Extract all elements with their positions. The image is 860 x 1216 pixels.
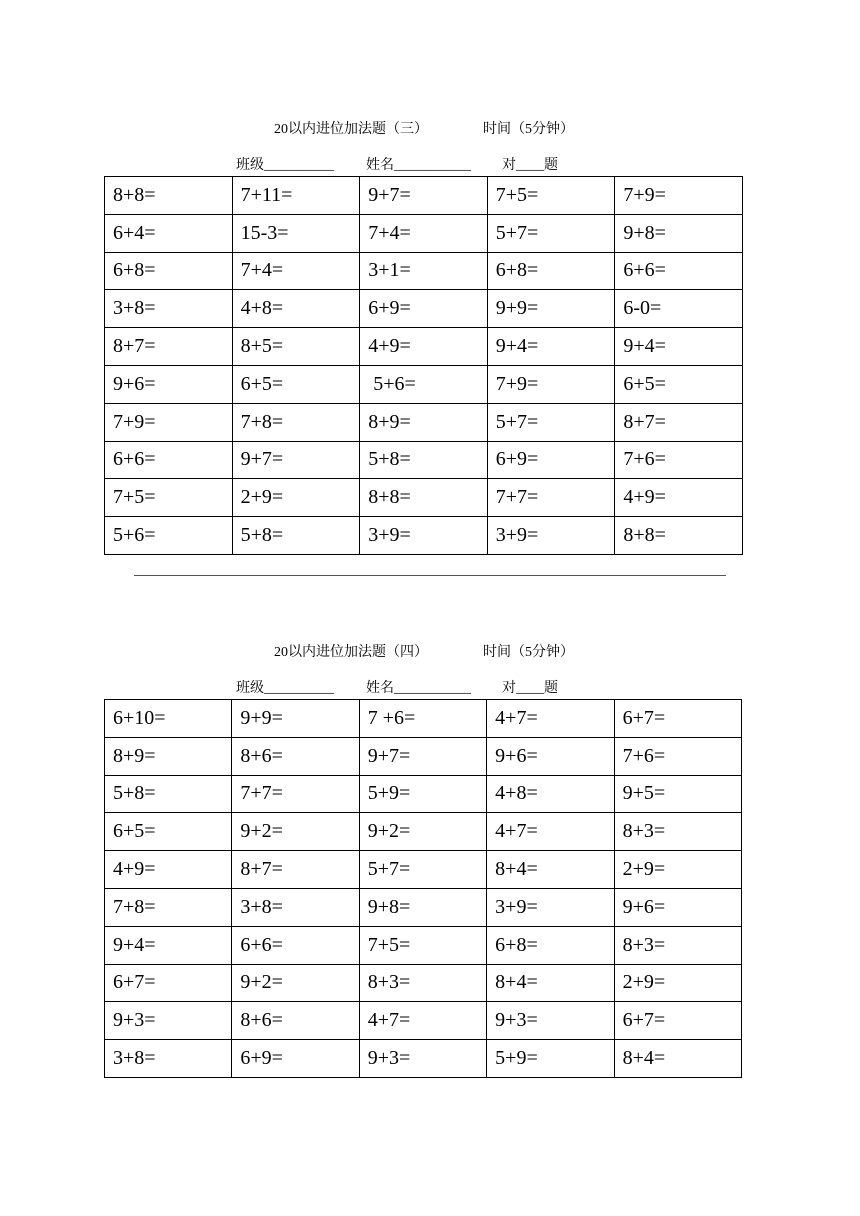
correct-count-field: 对____题 xyxy=(502,681,558,696)
problem-row xyxy=(105,926,742,964)
problem-cell: 5+7= xyxy=(359,851,486,889)
problem-cell: 3+9= xyxy=(487,517,615,555)
problem-cell: 2+9= xyxy=(232,479,360,517)
problem-cell: 6+5= xyxy=(615,365,743,403)
problem-row xyxy=(105,700,742,738)
problem-cell: 9+6= xyxy=(614,888,741,926)
problem-row xyxy=(105,1040,742,1078)
problem-cell: 7+4= xyxy=(232,252,360,290)
problem-cell: 4+8= xyxy=(232,290,360,328)
problem-cell: 6+9= xyxy=(232,1040,359,1078)
problem-row xyxy=(105,737,742,775)
problem-cell: 8+4= xyxy=(614,1040,741,1078)
problem-cell: 7+8= xyxy=(105,888,232,926)
problem-cell: 7+7= xyxy=(487,479,615,517)
problem-row xyxy=(105,517,743,555)
problem-cell: 9+2= xyxy=(359,813,486,851)
problem-cell: 9+4= xyxy=(615,328,743,366)
name-field: 姓名___________ xyxy=(366,681,471,696)
problem-cell: 7+6= xyxy=(615,441,743,479)
problem-cell: 9+6= xyxy=(105,365,233,403)
problem-cell: 9+7= xyxy=(359,737,486,775)
problem-cell: 8+6= xyxy=(232,737,359,775)
problem-cell: 9+9= xyxy=(487,290,615,328)
problem-cell: 5+6= xyxy=(105,517,233,555)
problem-row xyxy=(105,441,743,479)
problem-cell: 7+8= xyxy=(232,403,360,441)
problem-row xyxy=(105,290,743,328)
problem-cell: 9+5= xyxy=(614,775,741,813)
problem-cell: 9+2= xyxy=(232,964,359,1002)
problem-cell: 7+4= xyxy=(360,214,488,252)
class-field: 班级__________ xyxy=(236,158,334,173)
problem-cell: 6+5= xyxy=(232,365,360,403)
problem-cell: 8+7= xyxy=(615,403,743,441)
problem-cell: 8+3= xyxy=(359,964,486,1002)
problem-row xyxy=(105,177,743,215)
problem-cell: 8+6= xyxy=(232,1002,359,1040)
problem-cell: 7+5= xyxy=(105,479,233,517)
name-field: 姓名___________ xyxy=(366,158,471,173)
problem-cell: 2+9= xyxy=(614,964,741,1002)
problem-row xyxy=(105,328,743,366)
problem-cell: 4+8= xyxy=(487,775,614,813)
problem-cell: 8+3= xyxy=(614,813,741,851)
problem-cell: 6+7= xyxy=(614,700,741,738)
problem-cell: 6+9= xyxy=(487,441,615,479)
problem-cell: 7+7= xyxy=(232,775,359,813)
class-field: 班级__________ xyxy=(236,681,334,696)
problem-cell: 4+7= xyxy=(359,1002,486,1040)
problem-cell: 8+4= xyxy=(487,851,614,889)
problem-cell: 6+10= xyxy=(105,700,232,738)
problem-cell: 5+6= xyxy=(360,365,488,403)
problem-row xyxy=(105,813,742,851)
problem-row xyxy=(105,214,743,252)
time-limit: 时间（5分钟） xyxy=(483,122,574,137)
problem-cell: 9+7= xyxy=(232,441,360,479)
problem-cell: 4+7= xyxy=(487,813,614,851)
problem-cell: 6-0= xyxy=(615,290,743,328)
student-info-row xyxy=(0,675,860,697)
problem-cell: 7+5= xyxy=(487,177,615,215)
problem-cell: 9+9= xyxy=(232,700,359,738)
problem-cell: 7 +6= xyxy=(359,700,486,738)
problem-row xyxy=(105,1002,742,1040)
problem-cell: 6+7= xyxy=(614,1002,741,1040)
problem-cell: 15-3= xyxy=(232,214,360,252)
problem-row xyxy=(105,252,743,290)
problem-cell: 9+4= xyxy=(487,328,615,366)
problem-cell: 9+4= xyxy=(105,926,232,964)
problem-cell: 8+5= xyxy=(232,328,360,366)
problem-cell: 3+8= xyxy=(105,1040,232,1078)
problem-cell: 3+1= xyxy=(360,252,488,290)
problem-cell: 3+8= xyxy=(232,888,359,926)
problem-cell: 9+6= xyxy=(487,737,614,775)
problem-cell: 5+8= xyxy=(360,441,488,479)
problem-cell: 9+7= xyxy=(360,177,488,215)
worksheet-title: 20以内进位加法题（三） xyxy=(274,122,428,137)
problem-cell: 6+4= xyxy=(105,214,233,252)
header-row xyxy=(0,639,860,663)
problem-cell: 6+9= xyxy=(360,290,488,328)
problem-cell: 7+9= xyxy=(105,403,233,441)
problem-cell: 7+6= xyxy=(614,737,741,775)
problem-cell: 9+3= xyxy=(105,1002,232,1040)
problem-cell: 8+3= xyxy=(614,926,741,964)
problem-cell: 8+8= xyxy=(360,479,488,517)
problem-cell: 6+8= xyxy=(105,252,233,290)
problem-cell: 6+6= xyxy=(232,926,359,964)
problem-cell: 6+6= xyxy=(105,441,233,479)
problem-cell: 7+11= xyxy=(232,177,360,215)
problem-cell: 3+9= xyxy=(487,888,614,926)
problem-cell: 8+9= xyxy=(360,403,488,441)
problem-cell: 8+7= xyxy=(105,328,233,366)
problem-cell: 8+7= xyxy=(232,851,359,889)
time-limit: 时间（5分钟） xyxy=(483,645,574,660)
cut-line-divider xyxy=(134,575,726,576)
problem-cell: 3+9= xyxy=(360,517,488,555)
problem-cell: 9+8= xyxy=(359,888,486,926)
problem-row xyxy=(105,964,742,1002)
problem-cell: 6+8= xyxy=(487,252,615,290)
worksheet-4 xyxy=(0,639,860,1070)
problem-cell: 9+3= xyxy=(487,1002,614,1040)
problem-cell: 9+8= xyxy=(615,214,743,252)
problem-cell: 7+5= xyxy=(359,926,486,964)
problem-cell: 5+9= xyxy=(487,1040,614,1078)
problem-cell: 6+5= xyxy=(105,813,232,851)
problem-cell: 5+8= xyxy=(105,775,232,813)
problem-cell: 6+6= xyxy=(615,252,743,290)
problem-cell: 8+8= xyxy=(105,177,233,215)
worksheet-title: 20以内进位加法题（四） xyxy=(274,645,428,660)
problem-cell: 8+4= xyxy=(487,964,614,1002)
problem-cell: 9+2= xyxy=(232,813,359,851)
problem-cell: 5+8= xyxy=(232,517,360,555)
problem-row xyxy=(105,479,743,517)
problem-cell: 4+9= xyxy=(105,851,232,889)
problem-row xyxy=(105,851,742,889)
problem-cell: 4+7= xyxy=(487,700,614,738)
problem-cell: 7+9= xyxy=(487,365,615,403)
problem-cell: 4+9= xyxy=(615,479,743,517)
worksheet-3 xyxy=(0,116,860,547)
problem-cell: 5+7= xyxy=(487,214,615,252)
problem-cell: 2+9= xyxy=(614,851,741,889)
problem-row xyxy=(105,365,743,403)
student-info-row xyxy=(0,152,860,174)
problem-cell: 9+3= xyxy=(359,1040,486,1078)
problem-cell: 5+9= xyxy=(359,775,486,813)
problem-row xyxy=(105,775,742,813)
problem-cell: 6+8= xyxy=(487,926,614,964)
problem-row xyxy=(105,403,743,441)
problem-table xyxy=(104,699,742,1078)
correct-count-field: 对____题 xyxy=(502,158,558,173)
problem-row xyxy=(105,888,742,926)
problem-cell: 3+8= xyxy=(105,290,233,328)
problem-cell: 8+9= xyxy=(105,737,232,775)
header-row xyxy=(0,116,860,140)
problem-cell: 4+9= xyxy=(360,328,488,366)
problem-cell: 5+7= xyxy=(487,403,615,441)
problem-cell: 7+9= xyxy=(615,177,743,215)
problem-cell: 8+8= xyxy=(615,517,743,555)
problem-cell: 6+7= xyxy=(105,964,232,1002)
problem-table xyxy=(104,176,743,555)
